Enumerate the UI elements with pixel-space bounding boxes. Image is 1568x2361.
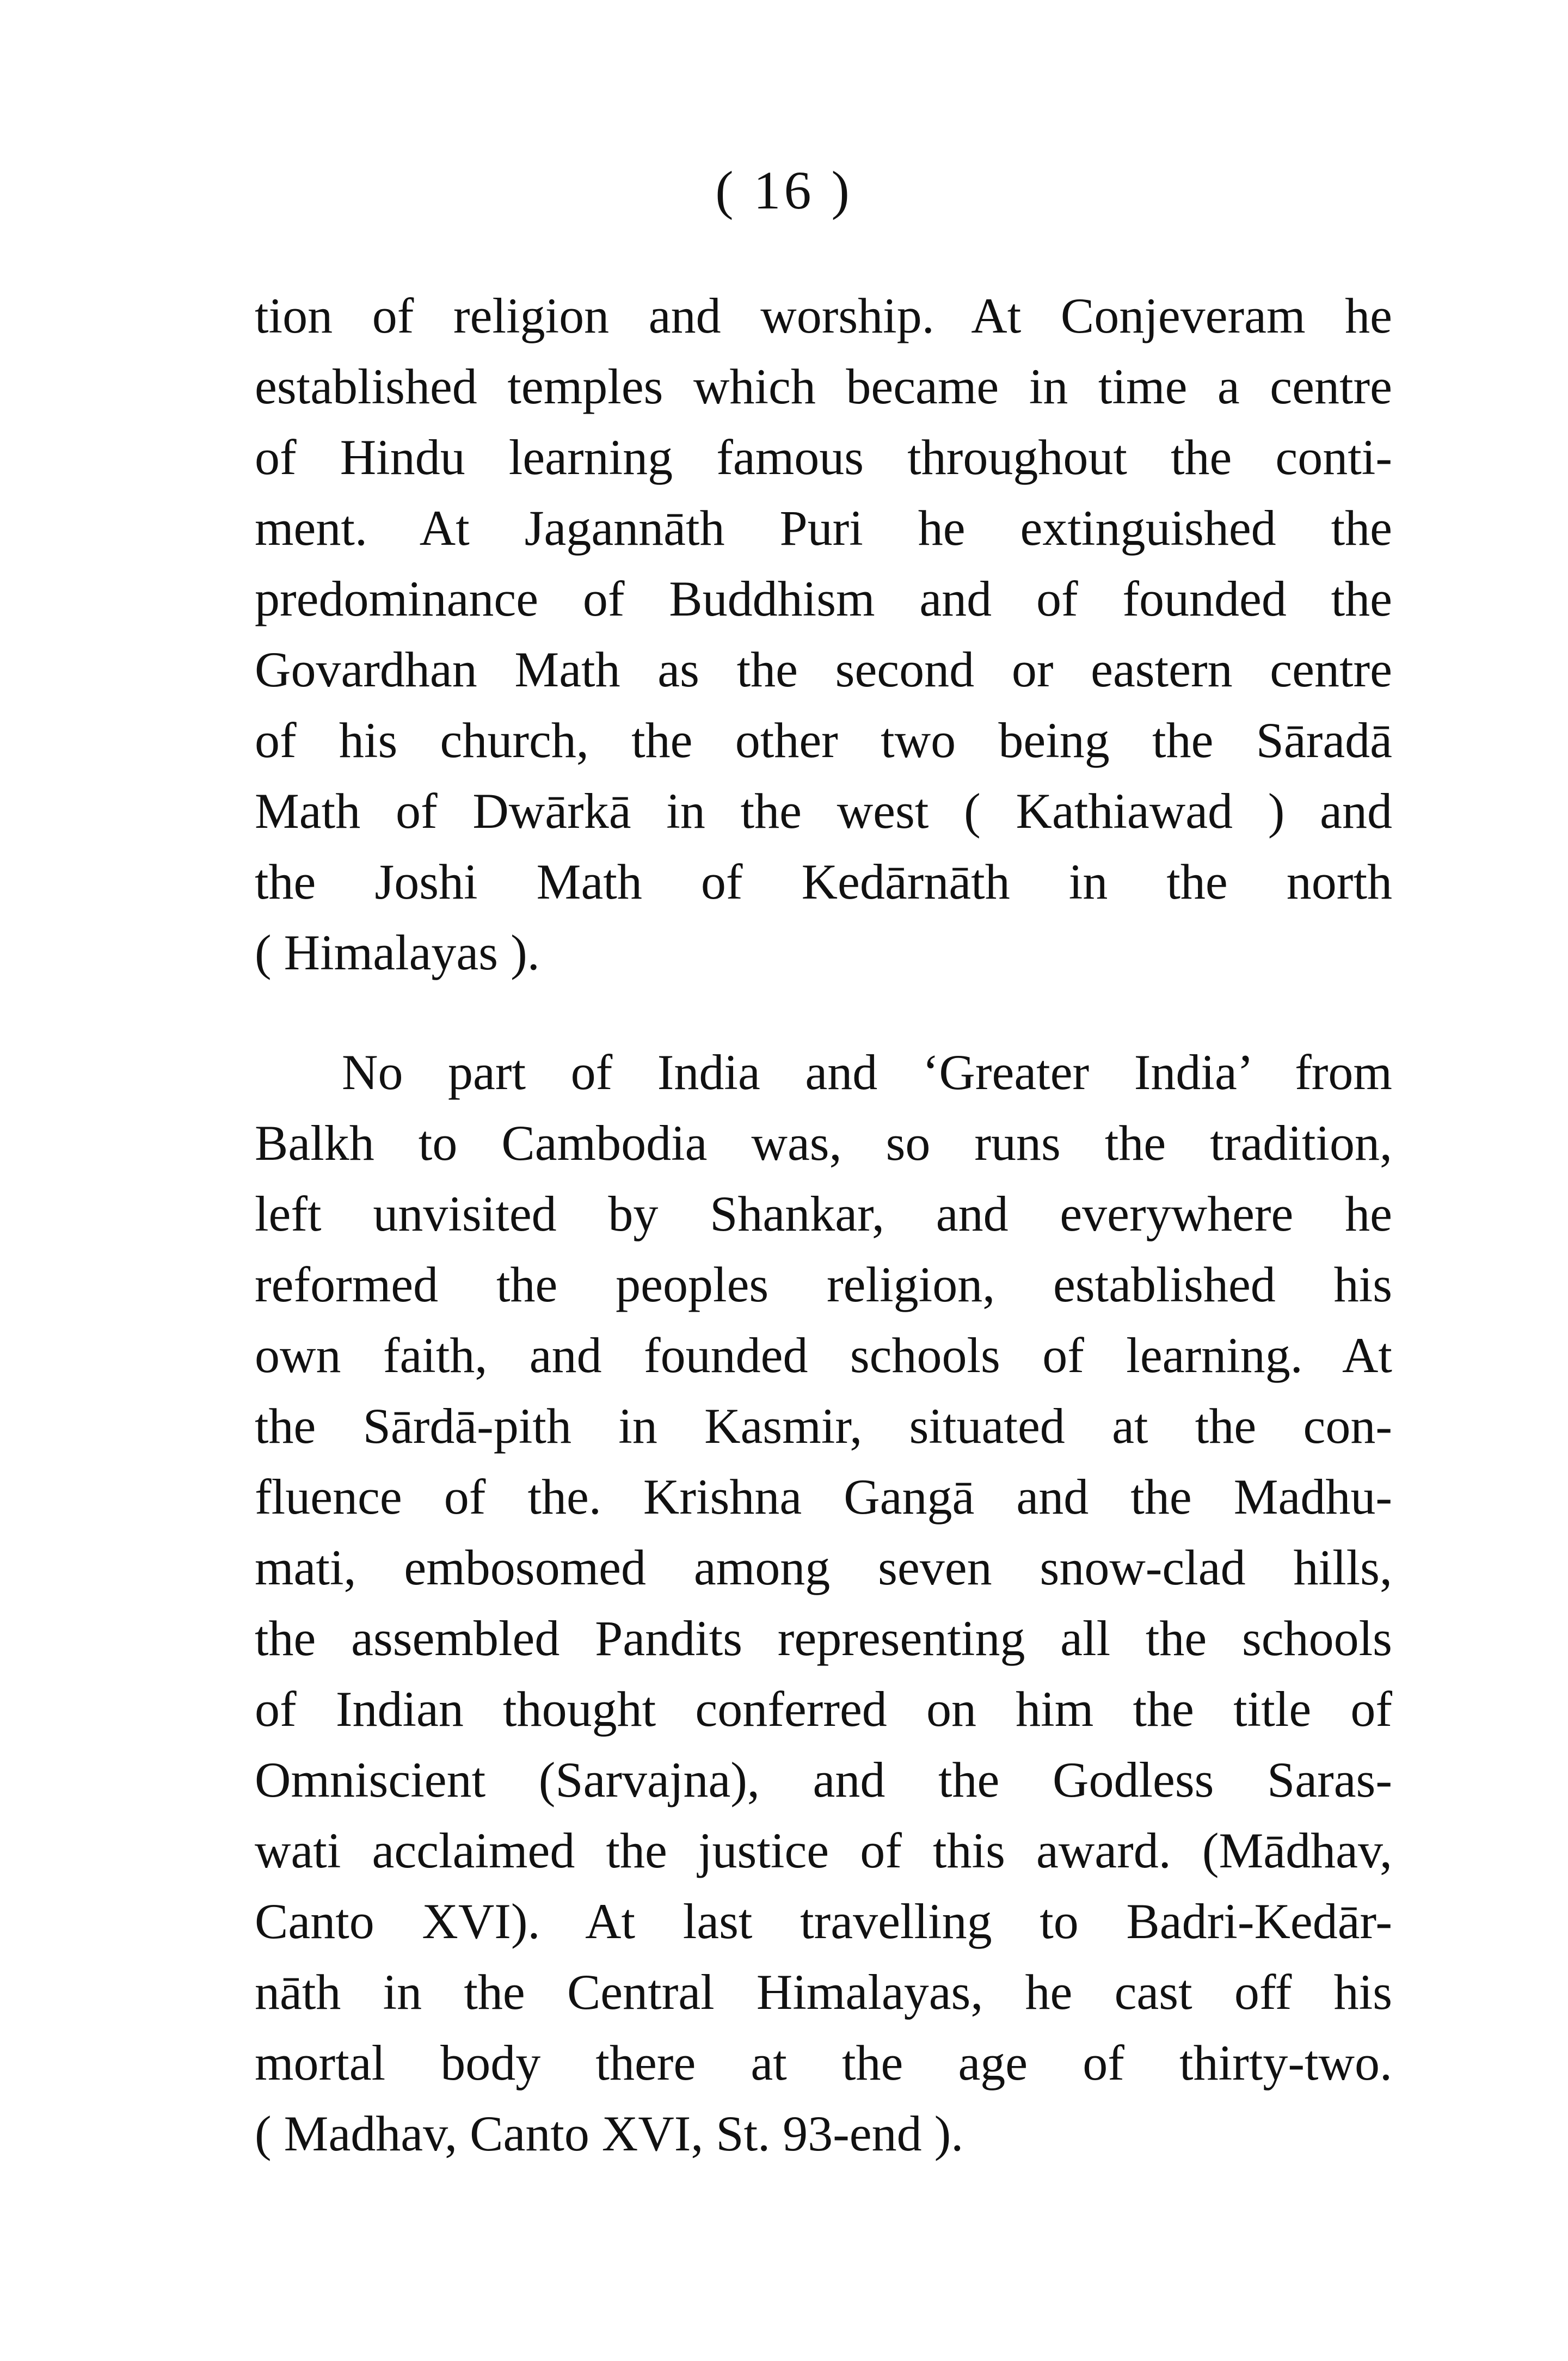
text-line: left unvisited by Shankar, and everywhere he bbox=[255, 1186, 1392, 1241]
text-line: Govardhan Math as the second or eastern centre bbox=[255, 642, 1392, 697]
text-line: the Joshi Math of Kedārnāth in the north bbox=[255, 854, 1392, 909]
text-line: of his church, the other two being the Sāradā bbox=[255, 712, 1392, 768]
text-line: ( Himalayas ). bbox=[255, 925, 540, 980]
text-line: the Sārdā-pith in Kasmir, situated at the con- bbox=[255, 1398, 1392, 1454]
text-line: nāth in the Central Himalayas, he cast off his bbox=[255, 1964, 1392, 2020]
text-line: of Hindu learning famous throughout the conti- bbox=[255, 429, 1392, 485]
text-line: Balkh to Cambodia was, so runs the tradition, bbox=[255, 1115, 1392, 1171]
text-line: the assembled Pandits representing all the schools bbox=[255, 1610, 1392, 1666]
text-line: wati acclaimed the justice of this award. (Mādhav, bbox=[255, 1823, 1392, 1878]
paragraph-1 bbox=[255, 280, 1392, 988]
text-line: of Indian thought conferred on him the title of bbox=[255, 1681, 1392, 1737]
text-line: mortal body there at the age of thirty-two. bbox=[255, 2035, 1392, 2091]
text-line: own faith, and founded schools of learning. At bbox=[255, 1327, 1392, 1383]
text-line: Canto XVI). At last travelling to Badri-Kedār- bbox=[255, 1893, 1392, 1949]
text-line: predominance of Buddhism and of founded the bbox=[255, 571, 1392, 626]
text-line: No part of India and ‘Greater India’ from bbox=[342, 1044, 1392, 1100]
text-line: ( Madhav, Canto XVI, St. 93-end ). bbox=[255, 2106, 964, 2161]
paragraph-2 bbox=[255, 1037, 1392, 2169]
text-line: reformed the peoples religion, established his bbox=[255, 1257, 1392, 1312]
text-line: fluence of the. Krishna Gangā and the Madhu- bbox=[255, 1469, 1392, 1524]
text-line: Math of Dwārkā in the west ( Kathiawad ) and bbox=[255, 783, 1392, 839]
text-line: established temples which became in time a centre bbox=[255, 359, 1392, 414]
text-line: mati, embosomed among seven snow-clad hills, bbox=[255, 1540, 1392, 1595]
text-line: ment. At Jagannāth Puri he extinguished the bbox=[255, 500, 1392, 556]
page-number: ( 16 ) bbox=[715, 160, 853, 220]
text-line: Omniscient (Sarvajna), and the Godless Saras- bbox=[255, 1752, 1392, 1807]
text-line: tion of religion and worship. At Conjeveram he bbox=[255, 288, 1392, 343]
